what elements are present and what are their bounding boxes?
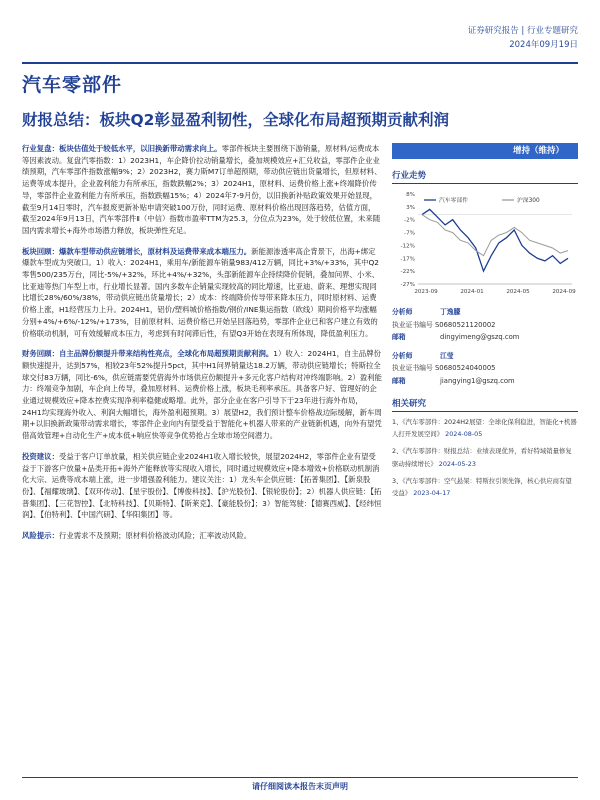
paragraph-body: 新能源渗透率高企背景下，出海+绑定爆款车型成为突破口。1）收入：2024H1，乘用车/新能源车销量983/412万辆，同比+3%/+33%，其中Q2零售500/235万台，同比-5%/+32%，环比+4%/+32%，头部新能源车企持续降价促销，叠加问界、小米、比亚迪等热门车型上市，行业增长显著。国内多数车企销量实现较高的同比增速，比亚迪、蔚来、理想实现同比增长28%/60%/38%，带动供应链出货量增长；2）成本：终端降价传导带来降本压力，同时原材料、运费价格上涨，H1经营压力上升。2024H1，铝价/塑料城价格指数/钢价/INE集运指数（欧线）期间价格平均涨幅分别+4%/+6%/-12%/+173%，目前原材料、运费价格已开始呈回落趋势，零部件企业已和客户建立有效的价格联动机制，可有效缓解成本压力，考虑到有时间滞后性，有望Q3开始在表现有所体现，降低盈利压力。 bbox=[22, 246, 380, 338]
x-tick-label: 2024-09 bbox=[552, 289, 576, 295]
y-tick-label: 3% bbox=[406, 204, 415, 211]
report-date: 2024-05-23 bbox=[438, 459, 476, 468]
sidebar bbox=[392, 143, 578, 504]
y-tick-label: 8% bbox=[406, 192, 415, 198]
y-tick-label: -22% bbox=[400, 269, 415, 276]
series-line-auto-parts bbox=[422, 209, 568, 271]
analyst-name: 江莹 bbox=[440, 351, 454, 360]
analyst-role: 分析师 bbox=[392, 351, 413, 360]
email-label: 邮箱 bbox=[392, 376, 406, 385]
paragraph-lead: 财务回顾：自主品牌份额提升带来结构性亮点，全球化布局超预期贡献利润。 bbox=[22, 349, 274, 359]
related-report-item[interactable] bbox=[392, 416, 578, 440]
y-tick-label: -17% bbox=[400, 256, 415, 263]
paragraph-lead: 板块回顾：爆款车型带动供应链增长，原材料及运费带来成本端压力。 bbox=[22, 246, 252, 256]
legend-label: 汽车零部件 bbox=[439, 198, 468, 204]
rating-badge: 增持（维持） bbox=[392, 143, 578, 159]
header-divider bbox=[22, 62, 578, 64]
report-date: 2024年09月19日 bbox=[509, 40, 578, 50]
paragraph-risk bbox=[22, 530, 382, 542]
x-tick-label: 2023-09 bbox=[414, 289, 438, 295]
report-date: 2024-08-05 bbox=[445, 430, 483, 439]
analyst-role: 分析师 bbox=[392, 308, 413, 316]
paragraph-financial bbox=[22, 348, 382, 442]
cert-number: S0680521120002 bbox=[434, 320, 496, 329]
related-report-item[interactable] bbox=[392, 475, 578, 499]
paragraph-body: 零部件板块主要围绕下游销量，原材料/运费成本等因素波动。复盘汽零指数：1）2023H1，车企降价拉动销量增长，叠加规模效应+汇兑收益，零部件企业业绩预期，汽车零部件指数涨幅9%；2）2023H2，赛力斯M7订单超预期，带动供应链出货量增长，但原材料、运费等成本提升，企业盈利能力有所承压，指数跌幅2%；3）2024H1，原材料、运费价格上涨+终端降价传导，零部件企业盈利能力有所承压，指数跌幅15%；4）2024年7-9月份，以旧换新补贴政策效果开始显现，截至9月14日零时，汽车报废更新补贴申请突破100万份，同时运费、原材料价格出现回落趋势，估值方面，截至2024年9月13日，汽车零部件Ⅱ（中信）指数市盈率TTM为25.3，分位点为23%，处于较低位置，未来随国内需求增长+海外市场潜力释放，板块弹性充足。 bbox=[22, 144, 382, 235]
analyst-block-2 bbox=[392, 350, 578, 388]
paragraph-review bbox=[22, 143, 382, 237]
y-tick-label: -12% bbox=[400, 243, 415, 250]
report-title: 3、《汽车零部件：空气悬架：特斯拉引领先锋，核心供应商有望受益》 bbox=[392, 476, 572, 498]
cert-label: 执业证书编号 bbox=[392, 364, 433, 372]
paragraph-lead: 投资建议： bbox=[22, 451, 59, 461]
report-type: 证券研究报告 | 行业专题研究 bbox=[467, 26, 578, 36]
analyst-email[interactable]: jiangying1@gszq.com bbox=[440, 376, 515, 385]
paragraph-lead: 行业复盘：板块估值处于较低水平，以旧换新带动需求向上。 bbox=[22, 144, 222, 153]
y-tick-label: -7% bbox=[404, 230, 415, 237]
y-tick-label: -2% bbox=[404, 217, 415, 224]
trend-heading: 行业走势 bbox=[392, 169, 578, 184]
paragraph-investment bbox=[22, 451, 382, 521]
paragraph-sector bbox=[22, 246, 382, 340]
paragraph-body: 1）收入：2024H1，自主品牌份额快速提升，达到57%，相较23年52%提升5pct，其中H1问界销量达18.2万辆，带动供应链增长；特斯拉全球交付83万辆，同比-6%，供应链需要凭借海外市场供应份额提升+多元化客户结构对冲终端影响。2）盈利能力：终端竞争加剧，车企向上传导，叠加原材料、运费价格上涨，板块毛利率承压。具备客户好、管理好的企业通过规模效应+降本控费实现净利率稳健或略增。此外，部分企业在客户引导下于23年进行海外布局，24H1均实现海外收入、利润大幅增长，海外盈利超预期。3）展望H2，我们预计整车价格战边际缓解，新车周期+以旧换新政策带动需求增长，零部件企业向内有望受益于智能化+机器人带来的产业链新机遇，向外有望凭借高效管理+自动化生产+成本低+响应快等竞争优势抢占全球市场空间潜力。 bbox=[22, 349, 382, 441]
paragraph-body: 受益于客户订单放量，相关供应链企业2024H1收入增长较快，展望2024H2，零部件企业有望受益于下游客户放量+品类开拓+海外产能释放等实现收入增长，同时通过规模效应+降本增效+价格联动机制消化大宗、运费等成本端上涨，进一步增强盈利能力。建议关注：1）龙头车企供应链：【拓普集团】、【新泉股份】、【福耀玻璃】、【双环传动】、【星宇股份】、【博俊科技】、【沪光股份】、【银轮股份】；2）机器人供应链：【拓普集团】、【三花智控】、【北特科技】、【贝斯特】、【斯莱克】、【豪能股份】；3）智能驾驶：【德赛西威】、【经纬恒润】、【伯特利】、【中国汽研】、【华阳集团】等。 bbox=[22, 451, 382, 520]
legend-label: 沪深300 bbox=[517, 198, 540, 204]
trend-chart-svg bbox=[392, 188, 578, 300]
cert-number: S0680524040005 bbox=[434, 364, 496, 372]
x-tick-label: 2024-01 bbox=[460, 289, 484, 295]
y-tick-label: -27% bbox=[400, 282, 415, 288]
related-report-item[interactable] bbox=[392, 445, 578, 469]
x-tick-label: 2024-05 bbox=[506, 289, 530, 295]
related-research-list bbox=[392, 416, 578, 499]
footer-divider bbox=[22, 777, 578, 778]
related-research-heading: 相关研究 bbox=[392, 397, 578, 412]
report-header bbox=[378, 24, 578, 52]
report-date: 2023-04-17 bbox=[413, 489, 451, 498]
report-title: 1、《汽车零部件：2024H2展望：全球化保利稳进，智能化+机器人打开发展空间》 bbox=[392, 418, 577, 439]
page-subtitle: 财报总结：板块Q2彰显盈利韧性，全球化布局超预期贡献利润 bbox=[22, 111, 449, 129]
analyst-block-1 bbox=[392, 306, 578, 344]
main-text-column bbox=[22, 143, 382, 551]
report-title: 2、《汽车零部件：财报总结：业绩表现优异，看好特域销量修复驱动持续增长》 bbox=[392, 447, 572, 468]
paragraph-body: 行业需求不及预期；原材料价格波动风险；汇率波动风险。 bbox=[58, 531, 252, 541]
email-label: 邮箱 bbox=[392, 333, 406, 341]
cert-label: 执业证书编号 bbox=[392, 320, 433, 329]
footer-disclaimer: 请仔细阅读本报告末页声明 bbox=[252, 782, 348, 791]
analyst-name: 丁逸朦 bbox=[440, 308, 461, 316]
page-title: 汽车零部件 bbox=[22, 74, 123, 96]
trend-chart bbox=[392, 188, 578, 300]
analyst-email[interactable]: dingyimeng@gszq.com bbox=[440, 333, 520, 341]
paragraph-lead: 风险提示： bbox=[22, 531, 59, 541]
